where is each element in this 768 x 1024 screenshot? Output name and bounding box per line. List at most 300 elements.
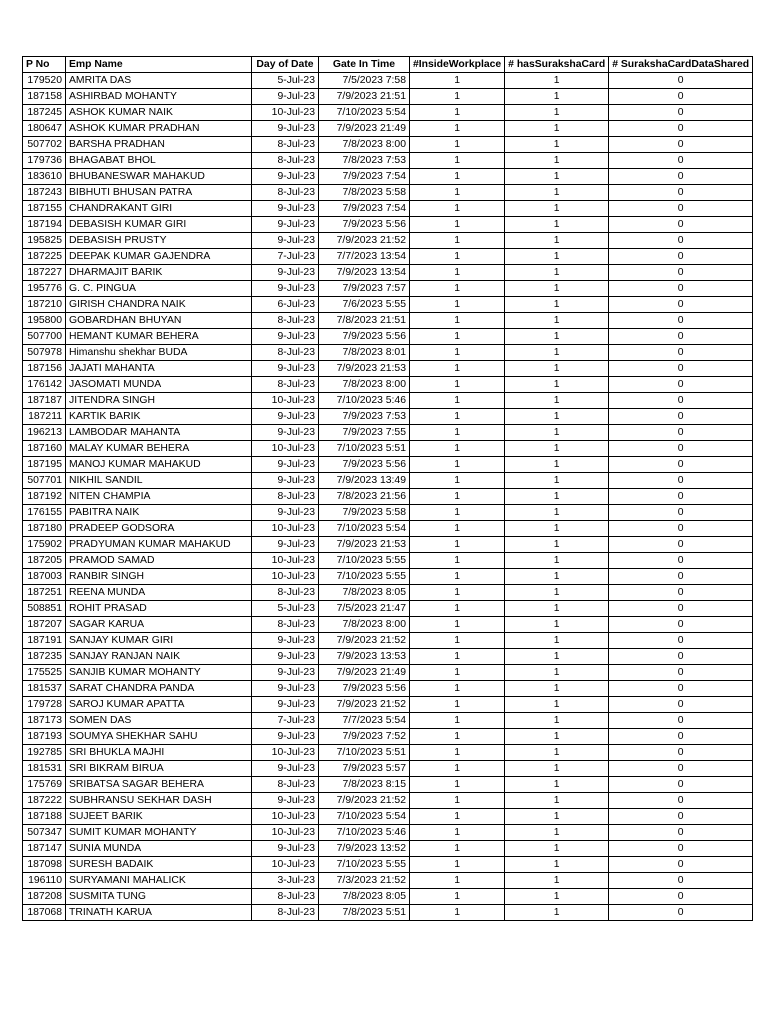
- cell-gate-in-time: 7/8/2023 21:51: [319, 313, 410, 329]
- cell-day-of-date: 9-Jul-23: [252, 361, 319, 377]
- cell-has-suraksha-card: 1: [505, 553, 609, 569]
- cell-inside-workplace: 1: [410, 569, 505, 585]
- cell-p-no: 187098: [23, 857, 66, 873]
- cell-day-of-date: 9-Jul-23: [252, 329, 319, 345]
- cell-p-no: 175902: [23, 537, 66, 553]
- cell-gate-in-time: 7/9/2023 13:54: [319, 265, 410, 281]
- cell-emp-name: GIRISH CHANDRA NAIK: [66, 297, 252, 313]
- cell-emp-name: HEMANT KUMAR BEHERA: [66, 329, 252, 345]
- cell-p-no: 181531: [23, 761, 66, 777]
- cell-emp-name: ASHOK KUMAR NAIK: [66, 105, 252, 121]
- cell-has-suraksha-card: 1: [505, 793, 609, 809]
- cell-suraksha-card-data-shared: 0: [609, 265, 753, 281]
- cell-inside-workplace: 1: [410, 489, 505, 505]
- cell-p-no: 187160: [23, 441, 66, 457]
- table-row: [23, 457, 753, 473]
- cell-suraksha-card-data-shared: 0: [609, 153, 753, 169]
- cell-emp-name: SUJEET BARIK: [66, 809, 252, 825]
- cell-day-of-date: 10-Jul-23: [252, 393, 319, 409]
- cell-inside-workplace: 1: [410, 105, 505, 121]
- cell-gate-in-time: 7/10/2023 5:54: [319, 809, 410, 825]
- cell-day-of-date: 10-Jul-23: [252, 105, 319, 121]
- table-row: [23, 153, 753, 169]
- cell-p-no: 187003: [23, 569, 66, 585]
- cell-gate-in-time: 7/3/2023 21:52: [319, 873, 410, 889]
- cell-has-suraksha-card: 1: [505, 889, 609, 905]
- cell-gate-in-time: 7/9/2023 21:49: [319, 121, 410, 137]
- cell-inside-workplace: 1: [410, 713, 505, 729]
- cell-p-no: 176142: [23, 377, 66, 393]
- cell-p-no: 196213: [23, 425, 66, 441]
- cell-gate-in-time: 7/9/2023 13:53: [319, 649, 410, 665]
- table-header: [23, 57, 753, 73]
- table-row: [23, 89, 753, 105]
- cell-suraksha-card-data-shared: 0: [609, 201, 753, 217]
- cell-emp-name: SRIBATSA SAGAR BEHERA: [66, 777, 252, 793]
- cell-p-no: 179728: [23, 697, 66, 713]
- cell-day-of-date: 9-Jul-23: [252, 537, 319, 553]
- cell-gate-in-time: 7/9/2023 7:54: [319, 201, 410, 217]
- cell-day-of-date: 9-Jul-23: [252, 89, 319, 105]
- table-row: [23, 489, 753, 505]
- cell-suraksha-card-data-shared: 0: [609, 441, 753, 457]
- cell-emp-name: SAROJ KUMAR APATTA: [66, 697, 252, 713]
- cell-emp-name: BARSHA PRADHAN: [66, 137, 252, 153]
- cell-emp-name: RANBIR SINGH: [66, 569, 252, 585]
- cell-gate-in-time: 7/9/2023 7:55: [319, 425, 410, 441]
- cell-inside-workplace: 1: [410, 121, 505, 137]
- cell-suraksha-card-data-shared: 0: [609, 873, 753, 889]
- cell-gate-in-time: 7/10/2023 5:54: [319, 521, 410, 537]
- cell-gate-in-time: 7/9/2023 5:58: [319, 505, 410, 521]
- cell-has-suraksha-card: 1: [505, 153, 609, 169]
- cell-day-of-date: 8-Jul-23: [252, 313, 319, 329]
- cell-gate-in-time: 7/9/2023 13:49: [319, 473, 410, 489]
- cell-day-of-date: 10-Jul-23: [252, 569, 319, 585]
- cell-inside-workplace: 1: [410, 889, 505, 905]
- cell-day-of-date: 10-Jul-23: [252, 809, 319, 825]
- table-row: [23, 265, 753, 281]
- cell-gate-in-time: 7/6/2023 5:55: [319, 297, 410, 313]
- cell-suraksha-card-data-shared: 0: [609, 617, 753, 633]
- cell-gate-in-time: 7/9/2023 21:53: [319, 537, 410, 553]
- cell-emp-name: BHUBANESWAR MAHAKUD: [66, 169, 252, 185]
- cell-suraksha-card-data-shared: 0: [609, 281, 753, 297]
- table-row: [23, 665, 753, 681]
- cell-day-of-date: 9-Jul-23: [252, 281, 319, 297]
- cell-day-of-date: 9-Jul-23: [252, 793, 319, 809]
- cell-inside-workplace: 1: [410, 553, 505, 569]
- cell-emp-name: CHANDRAKANT GIRI: [66, 201, 252, 217]
- cell-has-suraksha-card: 1: [505, 473, 609, 489]
- cell-gate-in-time: 7/9/2023 5:57: [319, 761, 410, 777]
- table-row: [23, 713, 753, 729]
- cell-p-no: 183610: [23, 169, 66, 185]
- cell-suraksha-card-data-shared: 0: [609, 729, 753, 745]
- cell-gate-in-time: 7/9/2023 21:51: [319, 89, 410, 105]
- cell-day-of-date: 8-Jul-23: [252, 889, 319, 905]
- header-inside-workplace: #InsideWorkplace: [410, 57, 505, 73]
- cell-p-no: 187155: [23, 201, 66, 217]
- cell-inside-workplace: 1: [410, 265, 505, 281]
- cell-emp-name: PABITRA NAIK: [66, 505, 252, 521]
- cell-day-of-date: 8-Jul-23: [252, 617, 319, 633]
- cell-emp-name: G. C. PINGUA: [66, 281, 252, 297]
- cell-has-suraksha-card: 1: [505, 825, 609, 841]
- cell-suraksha-card-data-shared: 0: [609, 409, 753, 425]
- cell-emp-name: REENA MUNDA: [66, 585, 252, 601]
- cell-day-of-date: 9-Jul-23: [252, 649, 319, 665]
- cell-has-suraksha-card: 1: [505, 345, 609, 361]
- table-row: [23, 441, 753, 457]
- cell-suraksha-card-data-shared: 0: [609, 681, 753, 697]
- cell-has-suraksha-card: 1: [505, 601, 609, 617]
- header-gate-in-time: Gate In Time: [319, 57, 410, 73]
- cell-gate-in-time: 7/8/2023 8:05: [319, 889, 410, 905]
- table-row: [23, 825, 753, 841]
- cell-suraksha-card-data-shared: 0: [609, 633, 753, 649]
- table-row: [23, 905, 753, 921]
- table-row: [23, 601, 753, 617]
- cell-p-no: 507978: [23, 345, 66, 361]
- cell-suraksha-card-data-shared: 0: [609, 121, 753, 137]
- cell-p-no: 187243: [23, 185, 66, 201]
- cell-suraksha-card-data-shared: 0: [609, 809, 753, 825]
- cell-emp-name: BHAGABAT BHOL: [66, 153, 252, 169]
- cell-emp-name: TRINATH KARUA: [66, 905, 252, 921]
- cell-has-suraksha-card: 1: [505, 505, 609, 521]
- cell-suraksha-card-data-shared: 0: [609, 489, 753, 505]
- cell-day-of-date: 10-Jul-23: [252, 825, 319, 841]
- table-row: [23, 649, 753, 665]
- cell-inside-workplace: 1: [410, 841, 505, 857]
- table-row: [23, 745, 753, 761]
- cell-has-suraksha-card: 1: [505, 585, 609, 601]
- cell-p-no: 187210: [23, 297, 66, 313]
- cell-emp-name: MANOJ KUMAR MAHAKUD: [66, 457, 252, 473]
- cell-has-suraksha-card: 1: [505, 873, 609, 889]
- cell-emp-name: SANJAY KUMAR GIRI: [66, 633, 252, 649]
- cell-p-no: 187208: [23, 889, 66, 905]
- table-row: [23, 425, 753, 441]
- cell-suraksha-card-data-shared: 0: [609, 521, 753, 537]
- cell-p-no: 195800: [23, 313, 66, 329]
- cell-has-suraksha-card: 1: [505, 361, 609, 377]
- cell-gate-in-time: 7/9/2023 13:52: [319, 841, 410, 857]
- cell-inside-workplace: 1: [410, 329, 505, 345]
- cell-suraksha-card-data-shared: 0: [609, 313, 753, 329]
- cell-gate-in-time: 7/9/2023 7:53: [319, 409, 410, 425]
- cell-day-of-date: 9-Jul-23: [252, 217, 319, 233]
- cell-inside-workplace: 1: [410, 217, 505, 233]
- cell-p-no: 187147: [23, 841, 66, 857]
- cell-gate-in-time: 7/10/2023 5:51: [319, 745, 410, 761]
- cell-p-no: 175769: [23, 777, 66, 793]
- cell-gate-in-time: 7/5/2023 7:58: [319, 73, 410, 89]
- cell-suraksha-card-data-shared: 0: [609, 697, 753, 713]
- cell-suraksha-card-data-shared: 0: [609, 169, 753, 185]
- cell-gate-in-time: 7/9/2023 7:54: [319, 169, 410, 185]
- cell-suraksha-card-data-shared: 0: [609, 73, 753, 89]
- cell-suraksha-card-data-shared: 0: [609, 889, 753, 905]
- cell-p-no: 187205: [23, 553, 66, 569]
- cell-has-suraksha-card: 1: [505, 393, 609, 409]
- cell-inside-workplace: 1: [410, 409, 505, 425]
- cell-day-of-date: 3-Jul-23: [252, 873, 319, 889]
- cell-day-of-date: 9-Jul-23: [252, 841, 319, 857]
- cell-inside-workplace: 1: [410, 505, 505, 521]
- cell-p-no: 179520: [23, 73, 66, 89]
- table-row: [23, 329, 753, 345]
- cell-day-of-date: 10-Jul-23: [252, 745, 319, 761]
- cell-gate-in-time: 7/9/2023 7:52: [319, 729, 410, 745]
- cell-inside-workplace: 1: [410, 169, 505, 185]
- cell-suraksha-card-data-shared: 0: [609, 233, 753, 249]
- cell-suraksha-card-data-shared: 0: [609, 585, 753, 601]
- cell-p-no: 181537: [23, 681, 66, 697]
- cell-day-of-date: 10-Jul-23: [252, 441, 319, 457]
- table-row: [23, 873, 753, 889]
- cell-p-no: 187187: [23, 393, 66, 409]
- cell-p-no: 187225: [23, 249, 66, 265]
- cell-p-no: 187180: [23, 521, 66, 537]
- cell-p-no: 508851: [23, 601, 66, 617]
- cell-emp-name: MALAY KUMAR BEHERA: [66, 441, 252, 457]
- cell-day-of-date: 9-Jul-23: [252, 681, 319, 697]
- cell-day-of-date: 9-Jul-23: [252, 729, 319, 745]
- cell-emp-name: DEBASISH KUMAR GIRI: [66, 217, 252, 233]
- cell-day-of-date: 10-Jul-23: [252, 857, 319, 873]
- table-row: [23, 809, 753, 825]
- cell-gate-in-time: 7/7/2023 13:54: [319, 249, 410, 265]
- table-row: [23, 889, 753, 905]
- cell-day-of-date: 8-Jul-23: [252, 137, 319, 153]
- cell-has-suraksha-card: 1: [505, 425, 609, 441]
- cell-gate-in-time: 7/8/2023 8:00: [319, 617, 410, 633]
- cell-suraksha-card-data-shared: 0: [609, 841, 753, 857]
- table-row: [23, 281, 753, 297]
- cell-day-of-date: 10-Jul-23: [252, 553, 319, 569]
- cell-inside-workplace: 1: [410, 617, 505, 633]
- cell-inside-workplace: 1: [410, 665, 505, 681]
- table-row: [23, 233, 753, 249]
- cell-p-no: 187245: [23, 105, 66, 121]
- cell-day-of-date: 8-Jul-23: [252, 153, 319, 169]
- cell-inside-workplace: 1: [410, 393, 505, 409]
- cell-inside-workplace: 1: [410, 377, 505, 393]
- table-row: [23, 249, 753, 265]
- cell-day-of-date: 8-Jul-23: [252, 185, 319, 201]
- cell-gate-in-time: 7/10/2023 5:46: [319, 393, 410, 409]
- cell-inside-workplace: 1: [410, 281, 505, 297]
- cell-p-no: 187068: [23, 905, 66, 921]
- cell-inside-workplace: 1: [410, 233, 505, 249]
- cell-suraksha-card-data-shared: 0: [609, 361, 753, 377]
- cell-has-suraksha-card: 1: [505, 377, 609, 393]
- cell-day-of-date: 8-Jul-23: [252, 345, 319, 361]
- table-row: [23, 473, 753, 489]
- cell-gate-in-time: 7/5/2023 21:47: [319, 601, 410, 617]
- cell-p-no: 176155: [23, 505, 66, 521]
- table-row: [23, 121, 753, 137]
- cell-p-no: 507700: [23, 329, 66, 345]
- cell-emp-name: AMRITA DAS: [66, 73, 252, 89]
- cell-has-suraksha-card: 1: [505, 521, 609, 537]
- cell-emp-name: SUNIA MUNDA: [66, 841, 252, 857]
- cell-p-no: 187211: [23, 409, 66, 425]
- cell-suraksha-card-data-shared: 0: [609, 217, 753, 233]
- table-row: [23, 729, 753, 745]
- cell-p-no: 195825: [23, 233, 66, 249]
- cell-has-suraksha-card: 1: [505, 761, 609, 777]
- cell-suraksha-card-data-shared: 0: [609, 745, 753, 761]
- cell-suraksha-card-data-shared: 0: [609, 105, 753, 121]
- cell-day-of-date: 9-Jul-23: [252, 425, 319, 441]
- cell-has-suraksha-card: 1: [505, 313, 609, 329]
- cell-has-suraksha-card: 1: [505, 201, 609, 217]
- cell-gate-in-time: 7/8/2023 8:00: [319, 377, 410, 393]
- cell-gate-in-time: 7/8/2023 8:05: [319, 585, 410, 601]
- cell-inside-workplace: 1: [410, 457, 505, 473]
- cell-p-no: 507702: [23, 137, 66, 153]
- cell-suraksha-card-data-shared: 0: [609, 857, 753, 873]
- cell-day-of-date: 9-Jul-23: [252, 265, 319, 281]
- cell-day-of-date: 8-Jul-23: [252, 905, 319, 921]
- cell-day-of-date: 9-Jul-23: [252, 201, 319, 217]
- cell-inside-workplace: 1: [410, 873, 505, 889]
- cell-has-suraksha-card: 1: [505, 537, 609, 553]
- cell-p-no: 187193: [23, 729, 66, 745]
- table-row: [23, 505, 753, 521]
- cell-inside-workplace: 1: [410, 729, 505, 745]
- cell-has-suraksha-card: 1: [505, 217, 609, 233]
- cell-has-suraksha-card: 1: [505, 777, 609, 793]
- cell-inside-workplace: 1: [410, 425, 505, 441]
- cell-suraksha-card-data-shared: 0: [609, 713, 753, 729]
- cell-suraksha-card-data-shared: 0: [609, 761, 753, 777]
- cell-inside-workplace: 1: [410, 601, 505, 617]
- cell-emp-name: JITENDRA SINGH: [66, 393, 252, 409]
- cell-inside-workplace: 1: [410, 249, 505, 265]
- header-has-suraksha-card: # hasSurakshaCard: [505, 57, 609, 73]
- table-row: [23, 361, 753, 377]
- cell-day-of-date: 5-Jul-23: [252, 601, 319, 617]
- cell-inside-workplace: 1: [410, 201, 505, 217]
- cell-emp-name: DEEPAK KUMAR GAJENDRA: [66, 249, 252, 265]
- cell-inside-workplace: 1: [410, 153, 505, 169]
- cell-gate-in-time: 7/8/2023 8:00: [319, 137, 410, 153]
- cell-gate-in-time: 7/10/2023 5:54: [319, 105, 410, 121]
- cell-suraksha-card-data-shared: 0: [609, 457, 753, 473]
- header-row: [23, 57, 753, 73]
- cell-suraksha-card-data-shared: 0: [609, 777, 753, 793]
- cell-inside-workplace: 1: [410, 473, 505, 489]
- cell-emp-name: PRAMOD SAMAD: [66, 553, 252, 569]
- table-row: [23, 585, 753, 601]
- cell-has-suraksha-card: 1: [505, 713, 609, 729]
- cell-gate-in-time: 7/9/2023 21:52: [319, 697, 410, 713]
- cell-has-suraksha-card: 1: [505, 633, 609, 649]
- table-row: [23, 377, 753, 393]
- table-row: [23, 697, 753, 713]
- cell-p-no: 195776: [23, 281, 66, 297]
- cell-has-suraksha-card: 1: [505, 681, 609, 697]
- cell-day-of-date: 7-Jul-23: [252, 713, 319, 729]
- cell-emp-name: SRI BHUKLA MAJHI: [66, 745, 252, 761]
- cell-emp-name: SUSMITA TUNG: [66, 889, 252, 905]
- cell-gate-in-time: 7/9/2023 21:53: [319, 361, 410, 377]
- cell-day-of-date: 8-Jul-23: [252, 377, 319, 393]
- cell-emp-name: LAMBODAR MAHANTA: [66, 425, 252, 441]
- cell-has-suraksha-card: 1: [505, 121, 609, 137]
- table-row: [23, 345, 753, 361]
- cell-emp-name: SOMEN DAS: [66, 713, 252, 729]
- cell-emp-name: NITEN CHAMPIA: [66, 489, 252, 505]
- cell-inside-workplace: 1: [410, 313, 505, 329]
- cell-p-no: 187158: [23, 89, 66, 105]
- cell-has-suraksha-card: 1: [505, 233, 609, 249]
- cell-day-of-date: 9-Jul-23: [252, 233, 319, 249]
- header-emp-name: Emp Name: [66, 57, 252, 73]
- cell-has-suraksha-card: 1: [505, 169, 609, 185]
- cell-gate-in-time: 7/8/2023 5:51: [319, 905, 410, 921]
- cell-suraksha-card-data-shared: 0: [609, 825, 753, 841]
- cell-emp-name: JASOMATI MUNDA: [66, 377, 252, 393]
- cell-suraksha-card-data-shared: 0: [609, 553, 753, 569]
- cell-day-of-date: 8-Jul-23: [252, 489, 319, 505]
- cell-gate-in-time: 7/8/2023 8:15: [319, 777, 410, 793]
- table-row: [23, 841, 753, 857]
- table-row: [23, 793, 753, 809]
- cell-gate-in-time: 7/7/2023 5:54: [319, 713, 410, 729]
- cell-emp-name: SANJAY RANJAN NAIK: [66, 649, 252, 665]
- cell-has-suraksha-card: 1: [505, 649, 609, 665]
- cell-gate-in-time: 7/9/2023 21:52: [319, 633, 410, 649]
- cell-suraksha-card-data-shared: 0: [609, 569, 753, 585]
- cell-emp-name: SUMIT KUMAR MOHANTY: [66, 825, 252, 841]
- cell-inside-workplace: 1: [410, 857, 505, 873]
- cell-gate-in-time: 7/9/2023 5:56: [319, 457, 410, 473]
- cell-inside-workplace: 1: [410, 761, 505, 777]
- table-row: [23, 617, 753, 633]
- table-row: [23, 681, 753, 697]
- cell-suraksha-card-data-shared: 0: [609, 649, 753, 665]
- table-row: [23, 169, 753, 185]
- cell-p-no: 179736: [23, 153, 66, 169]
- table-row: [23, 73, 753, 89]
- table-row: [23, 393, 753, 409]
- cell-suraksha-card-data-shared: 0: [609, 89, 753, 105]
- cell-has-suraksha-card: 1: [505, 281, 609, 297]
- cell-suraksha-card-data-shared: 0: [609, 345, 753, 361]
- table-row: [23, 137, 753, 153]
- cell-inside-workplace: 1: [410, 905, 505, 921]
- cell-gate-in-time: 7/9/2023 5:56: [319, 681, 410, 697]
- table-row: [23, 201, 753, 217]
- cell-p-no: 507347: [23, 825, 66, 841]
- cell-has-suraksha-card: 1: [505, 105, 609, 121]
- cell-suraksha-card-data-shared: 0: [609, 665, 753, 681]
- cell-inside-workplace: 1: [410, 745, 505, 761]
- cell-suraksha-card-data-shared: 0: [609, 793, 753, 809]
- table-row: [23, 313, 753, 329]
- cell-has-suraksha-card: 1: [505, 841, 609, 857]
- cell-day-of-date: 9-Jul-23: [252, 473, 319, 489]
- cell-emp-name: ROHIT PRASAD: [66, 601, 252, 617]
- cell-p-no: 187207: [23, 617, 66, 633]
- cell-day-of-date: 8-Jul-23: [252, 585, 319, 601]
- cell-has-suraksha-card: 1: [505, 697, 609, 713]
